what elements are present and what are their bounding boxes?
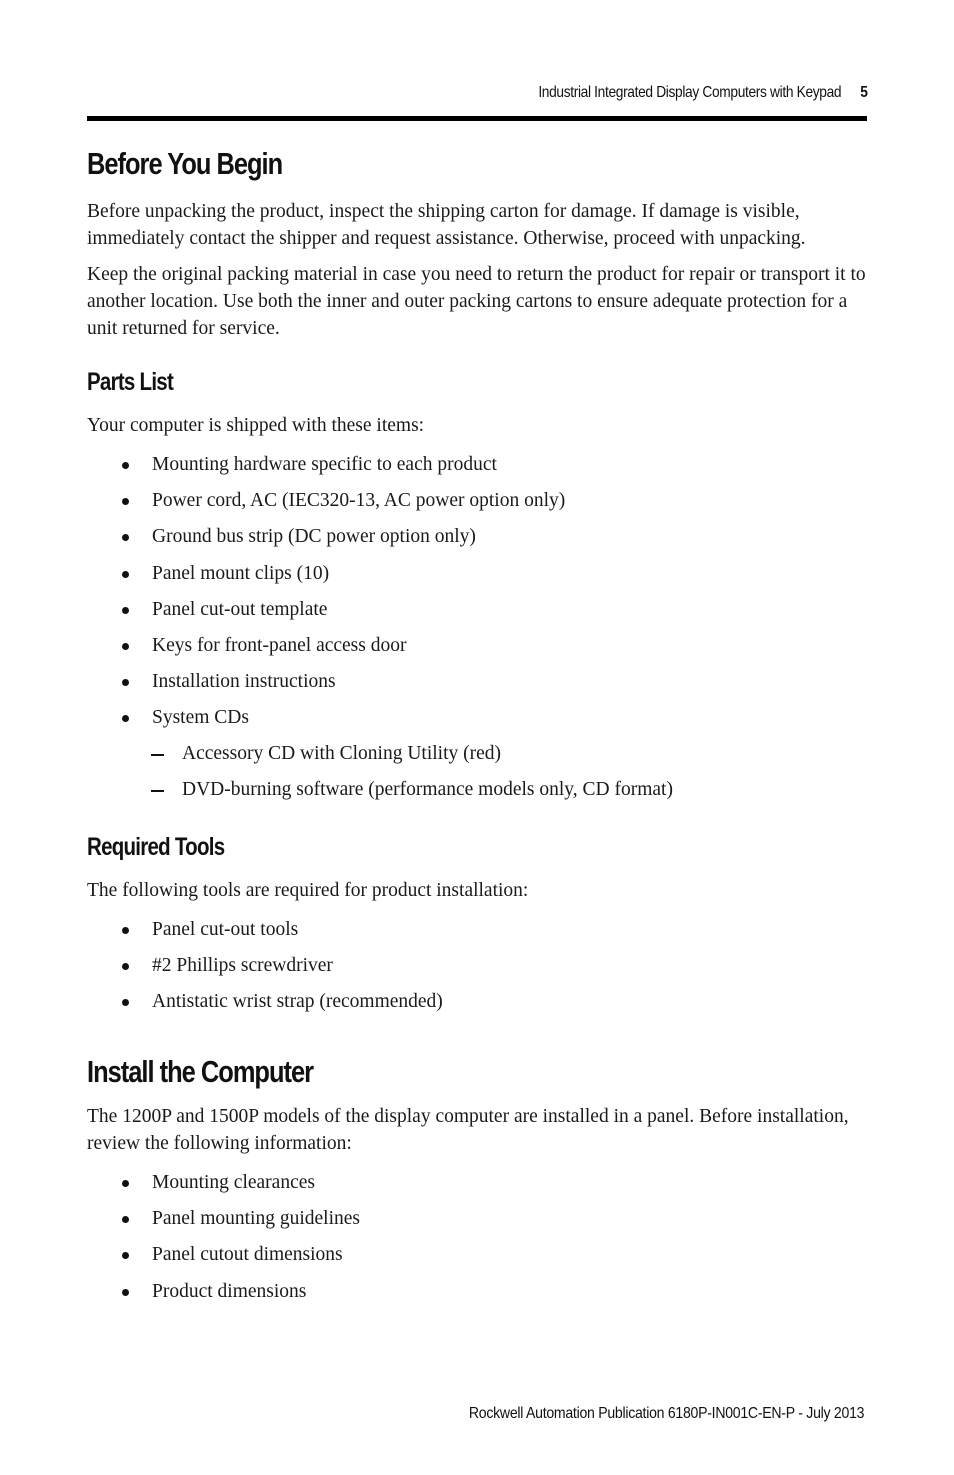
list-item: Panel mount clips (10) xyxy=(152,563,330,584)
subsection-heading-required-tools: Required Tools xyxy=(87,833,225,861)
bullet-icon xyxy=(122,534,129,541)
list-item: Panel mounting guidelines xyxy=(152,1208,360,1229)
section-heading-before-you-begin: Before You Begin xyxy=(87,146,283,181)
bullet-icon xyxy=(122,498,129,505)
list-item: Product dimensions xyxy=(152,1281,307,1302)
page-number: 5 xyxy=(859,84,867,101)
bullet-icon xyxy=(122,1252,129,1259)
list-item: Ground bus strip (DC power option only) xyxy=(152,526,476,547)
list-item: Installation instructions xyxy=(152,671,336,692)
list-item: Keys for front-panel access door xyxy=(152,635,407,656)
bullet-icon xyxy=(122,1216,129,1223)
list-item: Power cord, AC (IEC320-13, AC power option only) xyxy=(152,490,566,511)
running-title: Industrial Integrated Display Computers with Keypad xyxy=(538,84,841,101)
list-item: Panel cut-out tools xyxy=(152,919,299,940)
paragraph: Before unpacking the product, inspect the shipping carton for damage. If damage is visible, immediately contact the shipper and request assistance. Otherwise, proceed with unpacking. xyxy=(87,201,806,249)
bullet-icon xyxy=(122,607,129,614)
paragraph: The 1200P and 1500P models of the display computer are installed in a panel. Before installation, review the following information: xyxy=(87,1106,849,1154)
list-item: Panel cut-out template xyxy=(152,599,328,620)
list-item: Panel cutout dimensions xyxy=(152,1244,343,1265)
bullet-icon xyxy=(122,643,129,650)
list-intro: The following tools are required for product installation: xyxy=(87,880,529,901)
bullet-icon xyxy=(122,715,129,722)
footer-publication: Rockwell Automation Publication 6180P-IN001C-EN-P - July 2013 xyxy=(468,1405,864,1422)
list-item: Mounting clearances xyxy=(152,1172,315,1193)
header-rule xyxy=(87,116,867,121)
bullet-icon xyxy=(122,963,129,970)
list-item: Antistatic wrist strap (recommended) xyxy=(152,991,443,1012)
list-item: Mounting hardware specific to each product xyxy=(152,454,497,475)
running-header xyxy=(538,84,841,102)
subsection-heading-parts-list: Parts List xyxy=(87,368,174,396)
dash-icon xyxy=(151,754,164,756)
list-item: #2 Phillips screwdriver xyxy=(152,955,333,976)
list-item: System CDs xyxy=(152,707,249,728)
bullet-icon xyxy=(122,999,129,1006)
section-heading-install-the-computer: Install the Computer xyxy=(87,1054,314,1089)
sub-list-item: DVD-burning software (performance models only, CD format) xyxy=(182,779,673,800)
sub-list-item: Accessory CD with Cloning Utility (red) xyxy=(182,743,501,764)
bullet-icon xyxy=(122,1289,129,1296)
paragraph: Keep the original packing material in case you need to return the product for repair or transport it to another location. Use both the inner and outer packing cartons to ensure adequate protection for a unit returned for service. xyxy=(87,264,866,339)
bullet-icon xyxy=(122,571,129,578)
bullet-icon xyxy=(122,1180,129,1187)
dash-icon xyxy=(151,790,164,792)
list-intro: Your computer is shipped with these items: xyxy=(87,415,425,436)
bullet-icon xyxy=(122,679,129,686)
bullet-icon xyxy=(122,462,129,469)
bullet-icon xyxy=(122,927,129,934)
